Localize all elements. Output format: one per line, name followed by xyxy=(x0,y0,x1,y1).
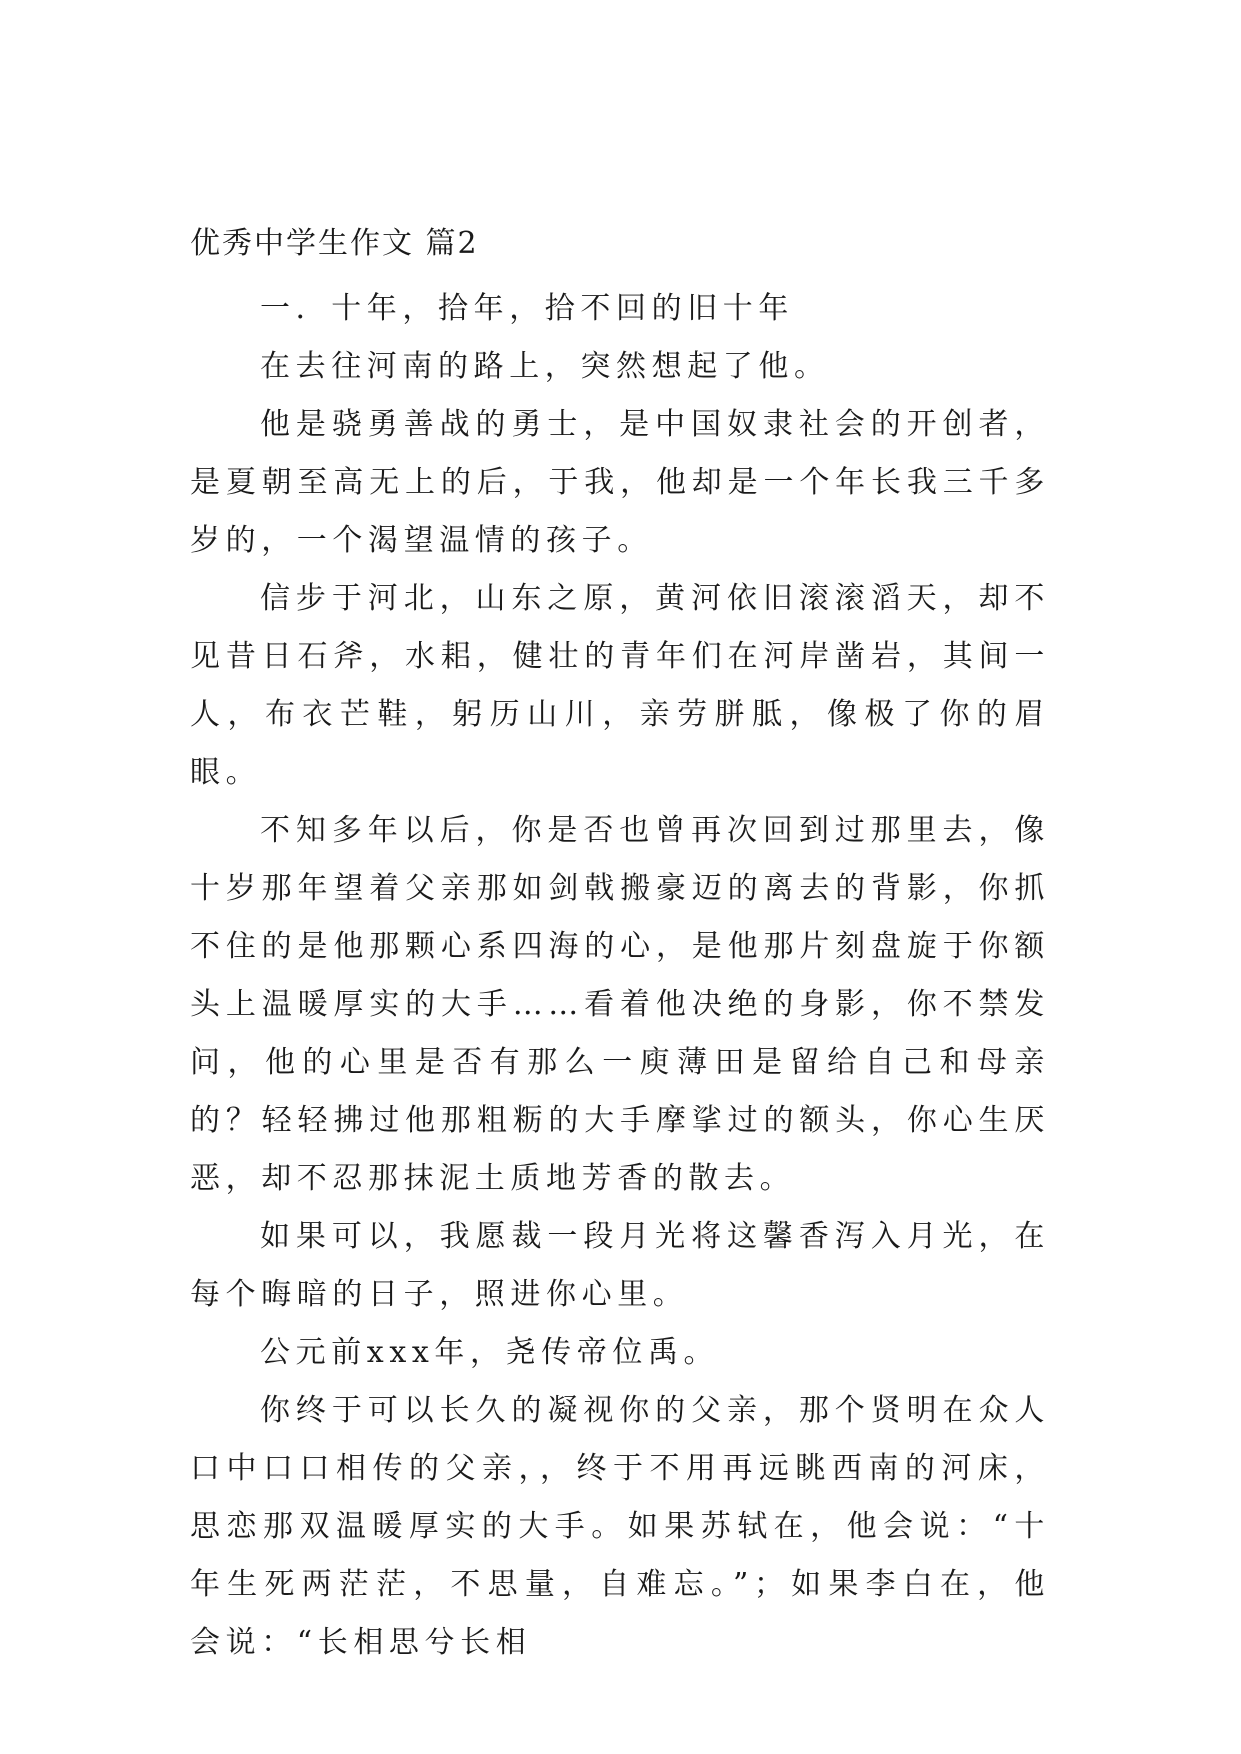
paragraph: 公元前xxx年，尧传帝位禹。 xyxy=(260,1335,720,1370)
paragraph: 信步于河北，山东之原，黄河依旧滚滚滔天，却不见昔日石斧，水耜，健壮的青年们在河岸凿岩，其间一人，布衣芒鞋，躬历山川，亲劳胼胝，像极了你的眉眼。 xyxy=(190,581,1050,790)
paragraph: 如果可以，我愿裁一段月光将这馨香泻入月光，在每个晦暗的日子，照进你心里。 xyxy=(190,1219,1050,1312)
paragraph: 在去往河南的路上，突然想起了他。 xyxy=(260,349,830,384)
paragraph: 不知多年以后，你是否也曾再次回到过那里去，像十岁那年望着父亲那如剑戟搬豪迈的离去的背影，你抓不住的是他那颗心系四海的心，是他那片刻盘旋于你额头上温暖厚实的大手……看着他决绝的身影，你不禁发问，他的心里是否有那么一庾薄田是留给自己和母亲的？轻轻拂过他那粗粝的大手摩挲过的额头，你心生厌恶，却不忍那抹泥土质地芳香的散去。 xyxy=(190,813,1050,1196)
paragraph-section-heading: 一．十年，拾年，拾不回的旧十年 xyxy=(260,291,794,326)
paragraph: 他是骁勇善战的勇士，是中国奴隶社会的开创者，是夏朝至高无上的后，于我，他却是一个年长我三千多岁的，一个渴望温情的孩子。 xyxy=(190,407,1050,558)
document-body xyxy=(190,280,1050,1672)
document-title: 优秀中学生作文 篇2 xyxy=(190,226,479,261)
paragraph: 你终于可以长久的凝视你的父亲，那个贤明在众人口中口口相传的父亲，，终于不用再远眺西南的河床，思恋那双温暖厚实的大手。如果苏轼在，他会说：“十年生死两茫茫，不思量，自难忘。”；如果李白在，他会说：“长相思兮长相 xyxy=(190,1393,1050,1660)
